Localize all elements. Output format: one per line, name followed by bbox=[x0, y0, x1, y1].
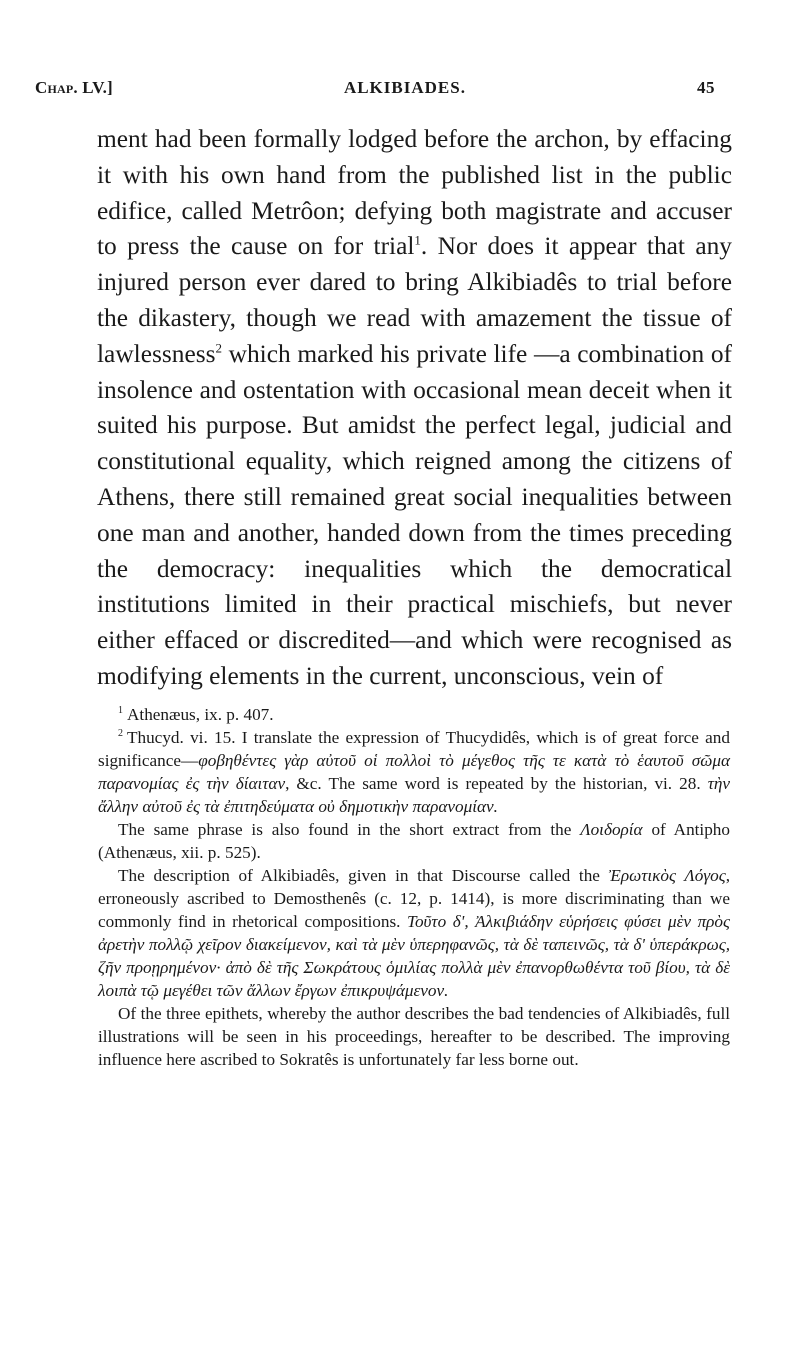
book-page bbox=[35, 78, 732, 1071]
footnote-2-text-cont: , &c. The same word is repeated by the historian, vi. 28. bbox=[285, 773, 708, 793]
main-text bbox=[97, 122, 732, 695]
chapter-label: Chap. LV.] bbox=[35, 78, 113, 97]
main-paragraph bbox=[97, 122, 732, 695]
footnote-2-paragraph-2 bbox=[98, 818, 730, 864]
footnote-1-text: Athenæus, ix. p. 407. bbox=[127, 704, 274, 724]
footnote-2-paragraph-3 bbox=[98, 864, 730, 1002]
footnote-2-greek-quote: φοβηθέντες γὰρ αὐτοῦ οἱ πολλοὶ τὸ μέγεθος τῆς τε κατὰ τὸ ἑαυτοῦ σῶμα παρανομίας ἐς τὴν δίαιταν bbox=[98, 750, 730, 793]
footnote-2-text: Thucyd. vi. 15. I translate the expression of Thucydidês, which is of great force and significance— bbox=[98, 727, 730, 770]
running-head bbox=[35, 78, 715, 98]
page-number: 45 bbox=[697, 78, 715, 97]
footnote-2-para4-text: Of the three epithets, whereby the author describes the bad tendencies of Alkibiadês, full illustrations will be seen in his proceedings, hereafter to be described. The improving influence here ascribed to Sokratês is unfortunately far less borne out. bbox=[98, 1003, 730, 1069]
main-text-part-2: . Nor does it appear that any injured person ever dared to bring Alkibiadês to trial before the dikastery, though we read with amazement the tissue of lawlessness bbox=[97, 232, 732, 368]
footnote-2-para3-text-cont: , erroneously ascribed to Demosthenês (c. 12, p. 1414), is more discriminating than we commonly find in rhetorical compositions. bbox=[98, 865, 730, 931]
footnote-2-para2-text-cont: of Antipho (Athenæus, xii. p. 525). bbox=[98, 819, 730, 862]
footnotes bbox=[98, 703, 730, 1071]
footnote-1 bbox=[98, 703, 730, 726]
footnote-2-para3-text: The description of Alkibiadês, given in that Discourse called the bbox=[118, 865, 609, 885]
main-text-part-1: ment had been formally lodged before the archon, by effacing it with his own hand from the published list in the public edifice, called Metrôon; defying both magistrate and accuser to press the cause on for trial bbox=[97, 125, 732, 261]
main-text-part-3: which marked his private life —a combination of insolence and ostentation with occasional mean deceit when it suited his purpose. But amidst the perfect legal, judicial and constitutional equality, which reigned among the citizens of Athens, there still remained great social inequalities between one man and another, handed down from the times preceding the democracy: inequalities which the democratical institutions limited in their practical mischiefs, but never either effaced or discredited—and which were recognised as modifying elements in the current, unconscious, vein of bbox=[97, 339, 732, 690]
footnote-2-number: 2 bbox=[118, 728, 123, 740]
footnote-2-greek-title: Λοιδορία bbox=[580, 819, 643, 839]
footnote-1-number: 1 bbox=[118, 705, 123, 717]
footnote-2-greek-passage: Τοῦτο δ', Ἀλκιβιάδην εὑρήσεις φύσει μὲν πρὸς ἀρετὴν πολλῷ χεῖρον διακείμενον, καὶ τὰ μὲν ὑπερηφανῶς, τὰ δὲ ταπεινῶς, τὰ δ' ὑπεράκρως, ζῆν προῃρημένον· ἀπὸ δὲ τῆς Σωκράτους ὁμιλίας πολλὰ μὲν ἐπανορθωθέντα τοῦ βίου, τὰ δὲ λοιπὰ τῷ μεγέθει τῶν ἄλλων ἔργων ἐπικρυψάμενον. bbox=[98, 911, 730, 1000]
running-title: ALKIBIADES. bbox=[343, 78, 466, 97]
footnote-2-greek-work-title: Ἐρωτικὸς Λόγος bbox=[608, 865, 726, 885]
footnote-2-greek-quote-2: τὴν ἄλλην αὐτοῦ ἐς τὰ ἐπιτηδεύματα οὐ δημοτικὴν παρανομίαν. bbox=[98, 773, 730, 816]
footnote-2-para2-text: The same phrase is also found in the short extract from the bbox=[118, 819, 581, 839]
footnote-2-paragraph-4 bbox=[98, 1002, 730, 1071]
footnote-ref-2[interactable]: 2 bbox=[215, 340, 222, 356]
footnote-ref-1[interactable]: 1 bbox=[414, 232, 421, 248]
footnote-2 bbox=[98, 726, 730, 818]
